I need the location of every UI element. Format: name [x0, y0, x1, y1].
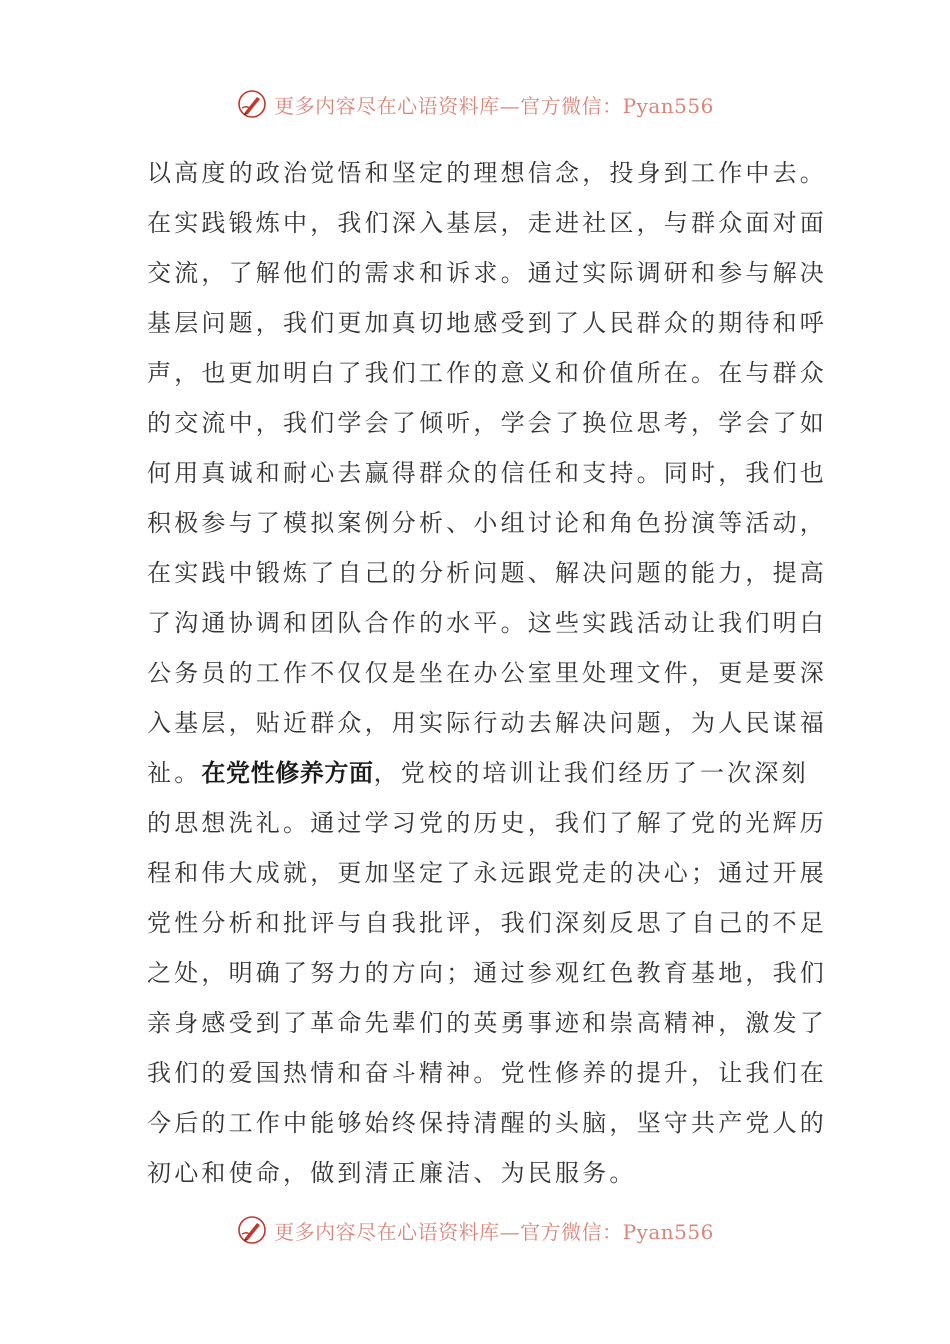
- text-line: 我们的爱国热情和奋斗精神。党性修养的提升，让我们在: [147, 1059, 827, 1087]
- text-line: 声，也更加明白了我们工作的意义和价值所在。在与群众: [147, 359, 827, 387]
- text-line: 之处，明确了努力的方向；通过参观红色教育基地，我们: [147, 959, 827, 987]
- footer-banner: [0, 1210, 950, 1250]
- text-line: 何用真诚和耐心去赢得群众的信任和支持。同时，我们也: [147, 459, 827, 487]
- text-fragment: ，党校的培训让我们经历了一次深刻: [373, 759, 809, 787]
- text-line: 党性分析和批评与自我批评，我们深刻反思了自己的不足: [147, 909, 827, 937]
- header-banner-text: 更多内容尽在心语资料库—官方微信：Pyan556: [274, 93, 714, 118]
- text-line: 初心和使命，做到清正廉洁、为民服务。: [147, 1159, 637, 1187]
- text-line: 在实践锻炼中，我们深入基层，走进社区，与群众面对面: [147, 209, 827, 237]
- pen-ink-logo-icon: [236, 88, 268, 120]
- text-line: 在实践中锻炼了自己的分析问题、解决问题的能力，提高: [147, 559, 827, 587]
- text-line: 今后的工作中能够始终保持清醒的头脑，坚守共产党人的: [147, 1109, 827, 1137]
- text-line: 基层问题，我们更加真切地感受到了人民群众的期待和呼: [147, 309, 827, 337]
- header-banner: [0, 84, 950, 124]
- document-body: [147, 148, 827, 1198]
- section-heading-bold: 在党性修养方面: [201, 759, 374, 787]
- text-line: 了沟通协调和团队合作的水平。这些实践活动让我们明白: [147, 609, 827, 637]
- text-line: 亲身感受到了革命先辈们的英勇事迹和崇高精神，激发了: [147, 1009, 827, 1037]
- text-fragment: 祉。: [147, 759, 202, 787]
- text-line: 以高度的政治觉悟和坚定的理想信念，投身到工作中去。: [147, 159, 827, 187]
- text-line: 的交流中，我们学会了倾听，学会了换位思考，学会了如: [147, 409, 827, 437]
- footer-banner-text: 更多内容尽在心语资料库—官方微信：Pyan556: [274, 1219, 714, 1244]
- text-line: 积极参与了模拟案例分析、小组讨论和角色扮演等活动，: [147, 509, 827, 537]
- text-line: 公务员的工作不仅仅是坐在办公室里处理文件，更是要深: [147, 659, 827, 687]
- text-line: 交流，了解他们的需求和诉求。通过实际调研和参与解决: [147, 259, 827, 287]
- text-line: 程和伟大成就，更加坚定了永远跟党走的决心；通过开展: [147, 859, 827, 887]
- pen-ink-logo-icon: [236, 1214, 268, 1246]
- text-line-with-bold: [147, 748, 809, 798]
- text-line: 的思想洗礼。通过学习党的历史，我们了解了党的光辉历: [147, 809, 827, 837]
- text-line: 入基层，贴近群众，用实际行动去解决问题，为人民谋福: [147, 709, 827, 737]
